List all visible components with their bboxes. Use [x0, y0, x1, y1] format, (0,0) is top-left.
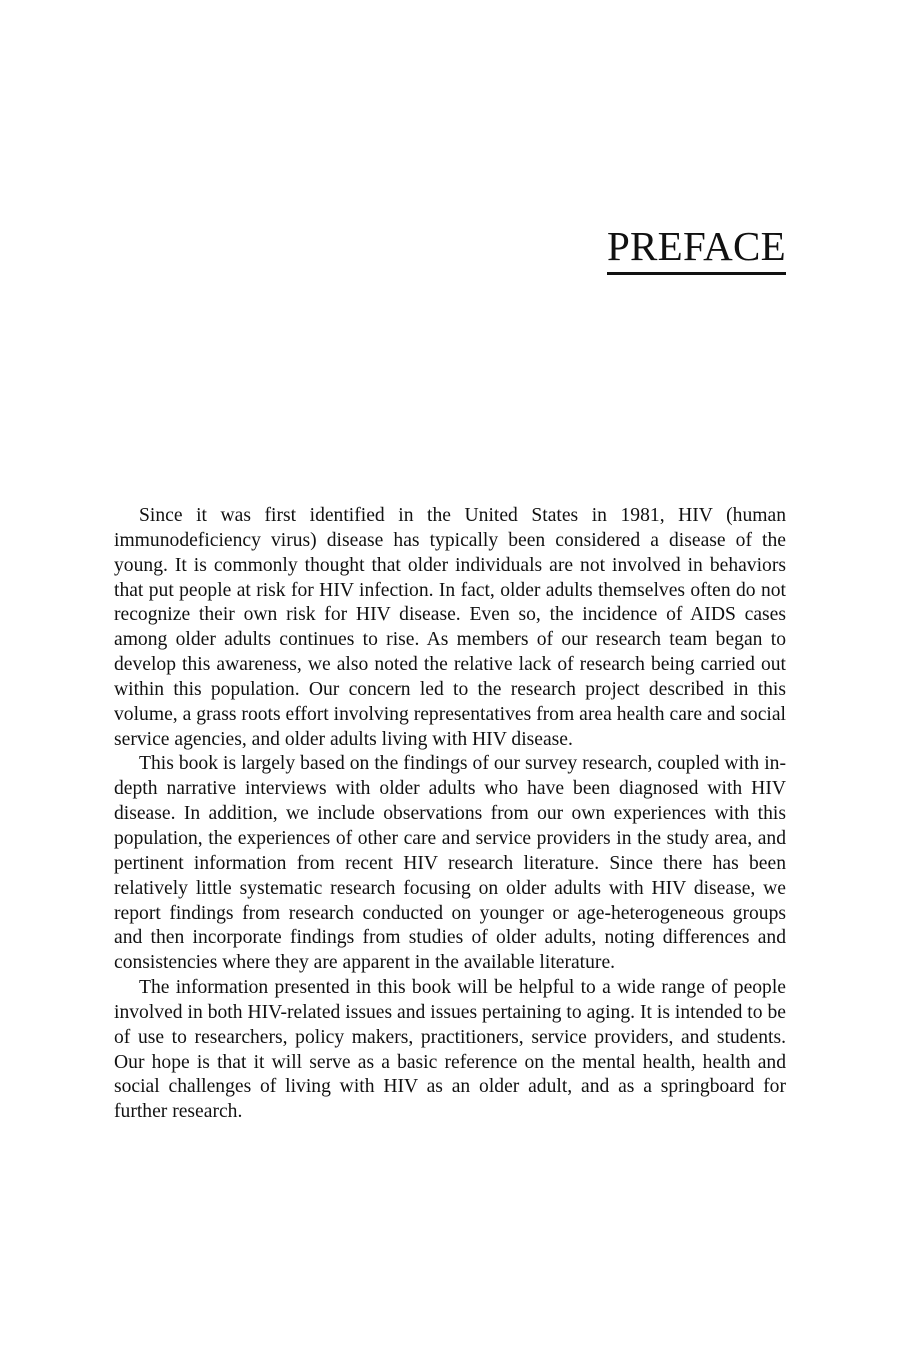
paragraph-2: This book is largely based on the findings of our survey research, coupled with in-depth narrative interviews with older adults who have been diagnosed with HIV disease. In addition, we include observations from our own experiences with this population, the experiences of other care and service providers in the study area, and pertinent information from recent HIV research literature. Since there has been relatively little systematic research focusing on older adults with HIV disease, we report findings from research conducted on younger or age-heterogeneous groups and then incorporate findings from studies of older adults, noting differences and consistencies where they are apparent in the available literature. — [114, 753, 786, 974]
paragraph-3: The information presented in this book will be helpful to a wide range of people involved in both HIV-related issues and issues pertaining to aging. It is intended to be of use to researchers, policy makers, practitioners, service providers, and students. Our hope is that it will serve as a basic reference on the mental health, health and social challenges of living with HIV as an older adult, and as a springboard for further research. — [114, 977, 786, 1123]
paragraph-1: Since it was first identified in the United States in 1981, HIV (human immunodeficiency virus) disease has typically been considered a disease of the young. It is commonly thought that older individuals are not involved in behaviors that put people at risk for HIV infection. In fact, older adults themselves often do not recognize their own risk for HIV disease. Even so, the incidence of AIDS cases among older adults continues to rise. As members of our research team began to develop this awareness, we also noted the relative lack of research being carried out within this population. Our concern led to the research project described in this volume, a grass roots effort involving representatives from area health care and social service agencies, and older adults living with HIV disease. — [114, 505, 786, 750]
title-underline — [607, 272, 786, 275]
page-title: PREFACE — [606, 223, 786, 269]
body-text — [114, 504, 786, 1125]
title-block — [607, 222, 786, 275]
